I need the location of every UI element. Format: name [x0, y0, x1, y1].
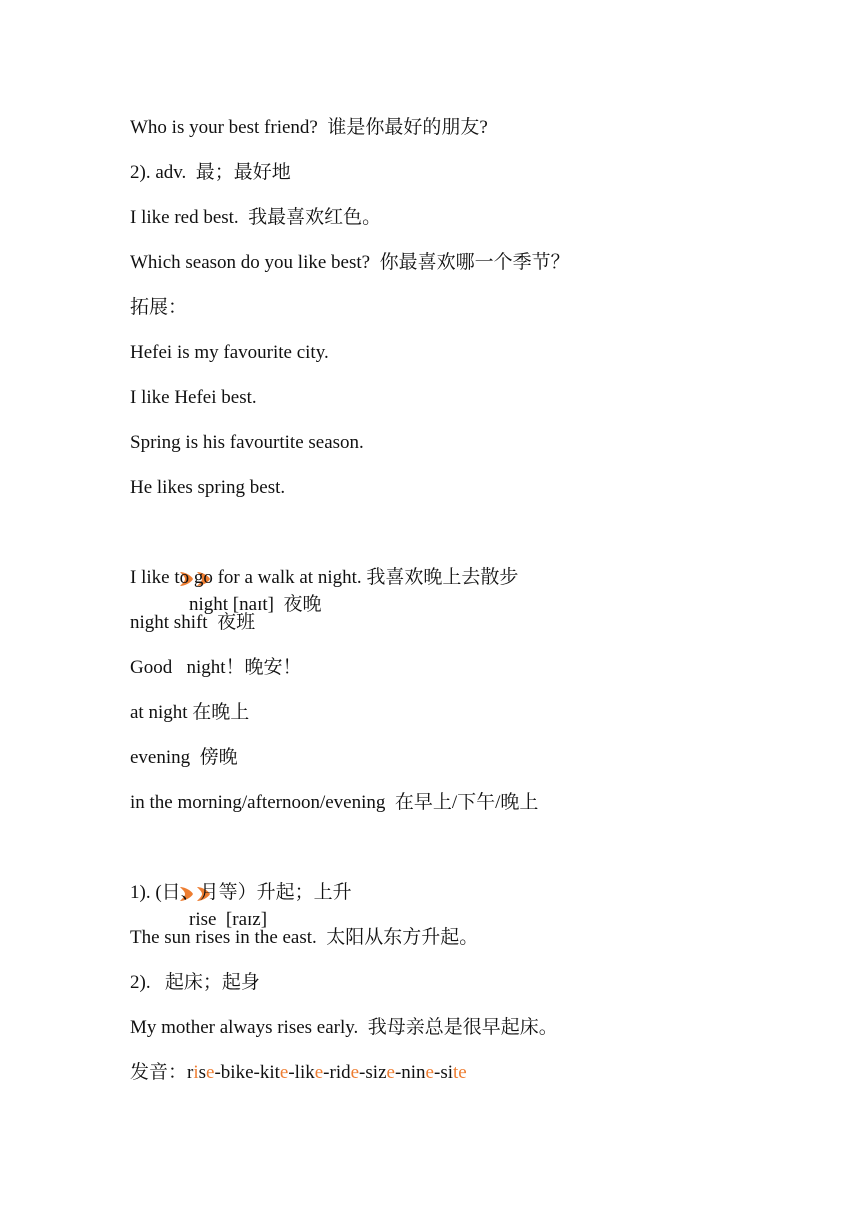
- vocab-evening: evening 傍晚: [130, 747, 238, 768]
- definition-rise-2: 2). 起床；起身: [130, 972, 260, 993]
- pronunciation-word: ride: [329, 1062, 360, 1083]
- example-best-friend: Who is your best friend? 谁是你最好的朋友?: [130, 117, 488, 138]
- example-mother-rises: My mother always rises early. 我母亲总是很早起床。: [130, 1017, 558, 1038]
- definition-rise-1: 1). (日、月等）升起；上升: [130, 882, 352, 903]
- example-red-best: I like red best. 我最喜欢红色。: [130, 207, 382, 228]
- phrase-night-shift: night shift 夜班: [130, 612, 256, 633]
- example-season-best: Which season do you like best? 你最喜欢哪一个季节？: [130, 252, 570, 273]
- pronunciation-word: kite: [259, 1062, 289, 1083]
- example-walk-at-night: I like to go for a walk at night. 我喜欢晚上去散步: [130, 567, 519, 588]
- example-hefei-favourite: Hefei is my favourite city.: [130, 342, 329, 363]
- pronunciation-line: 发音：rise-bike-kite-like-ride-size-nine-site: [130, 1062, 467, 1083]
- vocab-night-heading: [130, 521, 322, 615]
- example-spring-best: He likes spring best.: [130, 477, 286, 498]
- phrase-good-night: Good night！晚安！: [130, 657, 302, 678]
- pronunciation-word: bike: [220, 1062, 254, 1083]
- example-spring-favourite: Spring is his favourtite season.: [130, 432, 364, 453]
- phrase-times-of-day: in the morning/afternoon/evening 在早上/下午/晚上: [130, 792, 539, 813]
- pronunciation-word: site: [440, 1062, 467, 1083]
- pronunciation-word: nine: [401, 1062, 434, 1083]
- vocab-night-text: night [naɪt] 夜晚: [189, 594, 322, 615]
- pronunciation-word: like: [294, 1062, 324, 1083]
- example-hefei-best: I like Hefei best.: [130, 387, 257, 408]
- pronunciation-word: rise: [187, 1062, 215, 1083]
- extension-heading: 拓展：: [130, 297, 188, 318]
- vocab-rise-text: rise [raɪz]: [189, 909, 268, 930]
- definition-adv-best: 2). adv. 最；最好地: [130, 162, 291, 183]
- pronunciation-label: 发音：: [130, 1062, 188, 1083]
- pronunciation-word: size: [365, 1062, 395, 1083]
- phrase-at-night: at night 在晚上: [130, 702, 250, 723]
- example-sun-rises: The sun rises in the east. 太阳从东方升起。: [130, 927, 479, 948]
